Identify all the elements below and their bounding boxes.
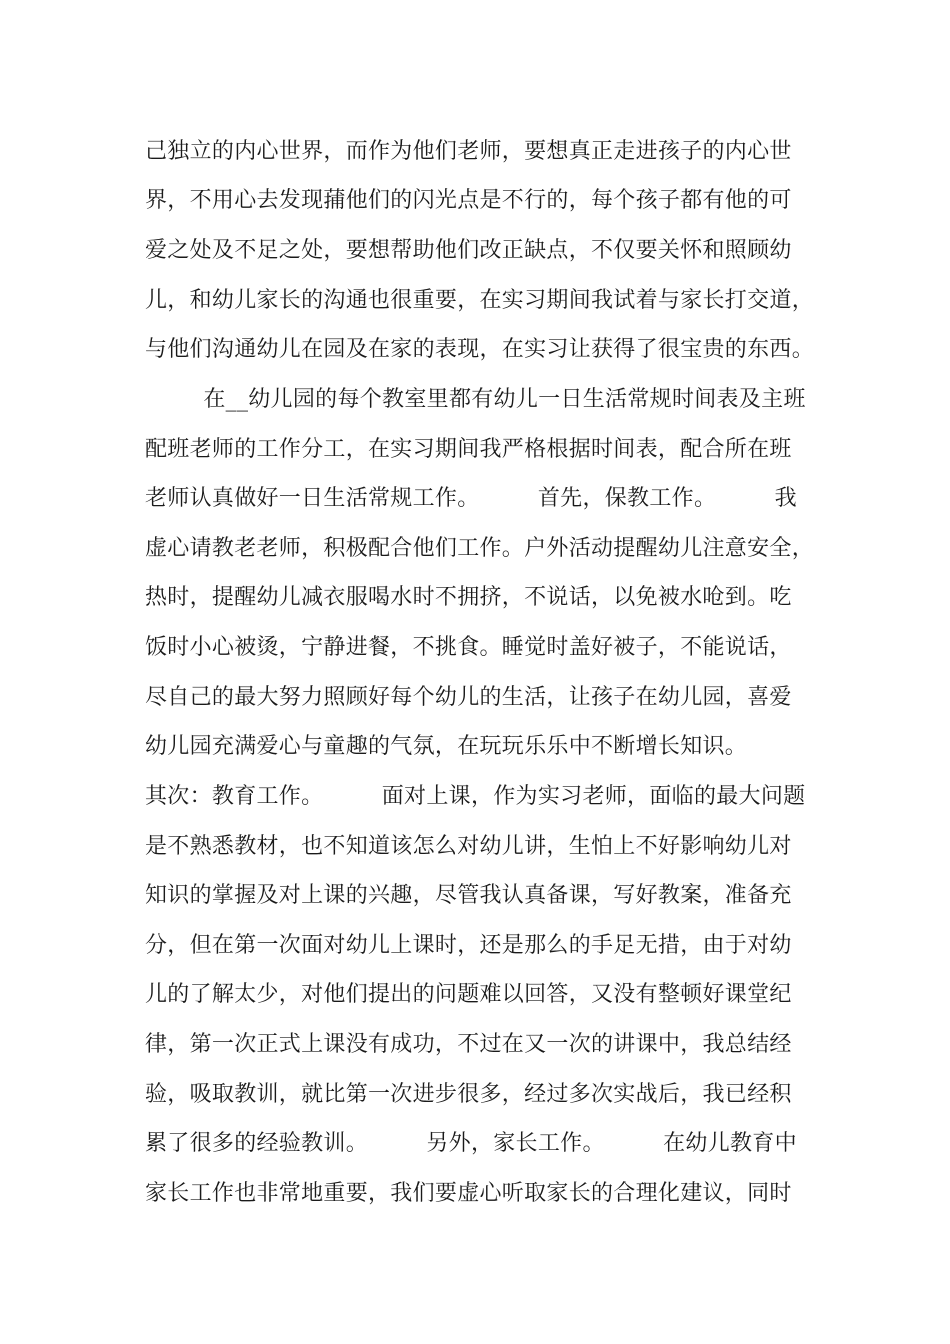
- text-line: 累了很多的经验教训。 另外，家长工作。 在幼儿教育中: [145, 1131, 797, 1156]
- text-line: 老师认真做好一日生活常规工作。 首先，保教工作。 我: [145, 486, 797, 511]
- text-line: 知识的掌握及对上课的兴趣，尽管我认真备课，写好教案，准备充: [145, 883, 792, 908]
- text-line: 其次：教育工作。 面对上课，作为实习老师，面临的最大问题: [145, 784, 806, 809]
- text-line: 是不熟悉教材，也不知道该怎么对幼儿讲，生怕上不好影响幼儿对: [145, 834, 792, 859]
- text-line: 律，第一次正式上课没有成功，不过在又一次的讲课中，我总结经: [145, 1032, 792, 1057]
- text-line: 儿，和幼儿家长的沟通也很重要，在实习期间我试着与家长打交道，: [145, 288, 815, 313]
- text-line: 幼儿园充满爱心与童趣的气氛，在玩玩乐乐中不断增长知识。: [145, 734, 748, 759]
- text-line: 界，不用心去发现蒱他们的闪光点是不行的，每个孩子都有他的可: [145, 188, 792, 213]
- text-line: 己独立的内心世界，而作为他们老师，要想真正走进孩子的内心世: [145, 139, 792, 164]
- text-line: 验，吸取教训，就比第一次进步很多，经过多次实战后，我已经积: [145, 1082, 792, 1107]
- text-line: 家长工作也非常地重要，我们要虚心听取家长的合理化建议，同时: [145, 1181, 792, 1206]
- text-line: 饭时小心被烫，宁静进餐，不挑食。睡觉时盖好被子，不能说话，: [145, 635, 792, 660]
- text-line: 爱之处及不足之处，要想帮助他们改正缺点，不仅要关怀和照顾幼: [145, 238, 792, 263]
- text-line: 尽自己的最大努力照顾好每个幼儿的生活，让孩子在幼儿园，喜爱: [145, 685, 792, 710]
- text-line: 配班老师的工作分工，在实习期间我严格根据时间表，配合所在班: [145, 437, 792, 462]
- text-line: 与他们沟通幼儿在园及在家的表现，在实习让获得了很宝贵的东西。: [145, 337, 815, 362]
- text-line: 分，但在第一次面对幼儿上课时，还是那么的手足无措，由于对幼: [145, 933, 792, 958]
- text-line: 在__幼儿园的每个教室里都有幼儿一日生活常规时间表及主班: [145, 387, 806, 412]
- text-line: 儿的了解太少，对他们提出的问题难以回答，又没有整顿好课堂纪: [145, 982, 792, 1007]
- text-line: 虚心请教老老师，积极配合他们工作。户外活动提醒幼儿注意安全，: [145, 536, 815, 561]
- text-line: 热时，提醒幼儿减衣服喝水时不拥挤，不说话，以免被水呛到。吃: [145, 585, 792, 610]
